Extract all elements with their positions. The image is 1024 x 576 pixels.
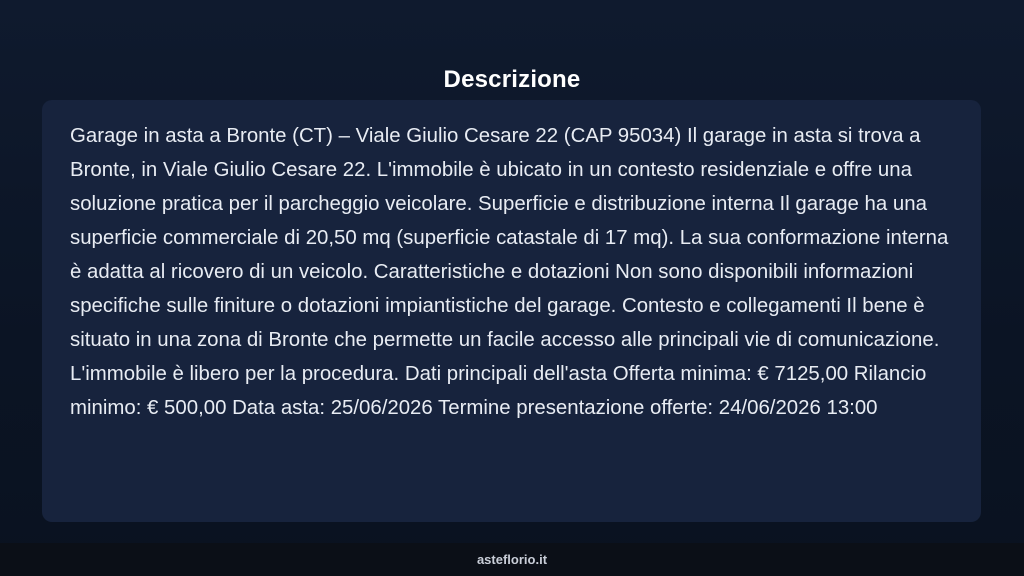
page-title: Descrizione bbox=[443, 66, 581, 94]
footer-brand-link[interactable]: asteflorio.it bbox=[476, 552, 548, 567]
description-text: Garage in asta a Bronte (CT) – Viale Giulio Cesare 22 (CAP 95034) Il garage in asta si trova a Bronte, in Viale Giulio Cesare 22. L'immobile è ubicato in un contesto residenziale e offre una soluzione pratica per il parcheggio veicolare. Superficie e distribuzione interna Il garage ha una superficie commerciale di 20,50 mq (superficie catastale di 17 mq). La sua conformazione interna è adatta al ricovero di un veicolo. Caratteristiche e dotazioni Non sono disponibili informazioni specifiche sulle finiture o dotazioni impiantistiche del garage. Contesto e collegamenti Il bene è situato in una zona di Bronte che permette un facile accesso alle principali vie di comunicazione. L'immobile è libero per la procedura. Dati principali dell'asta Offerta minima: € 7125,00 Rilancio minimo: € 500,00 Data asta: 25/06/2026 Termine presentazione offerte: 24/06/2026 13:00 bbox=[70, 125, 949, 419]
footer-bar bbox=[0, 543, 1024, 576]
description-card bbox=[42, 100, 981, 522]
